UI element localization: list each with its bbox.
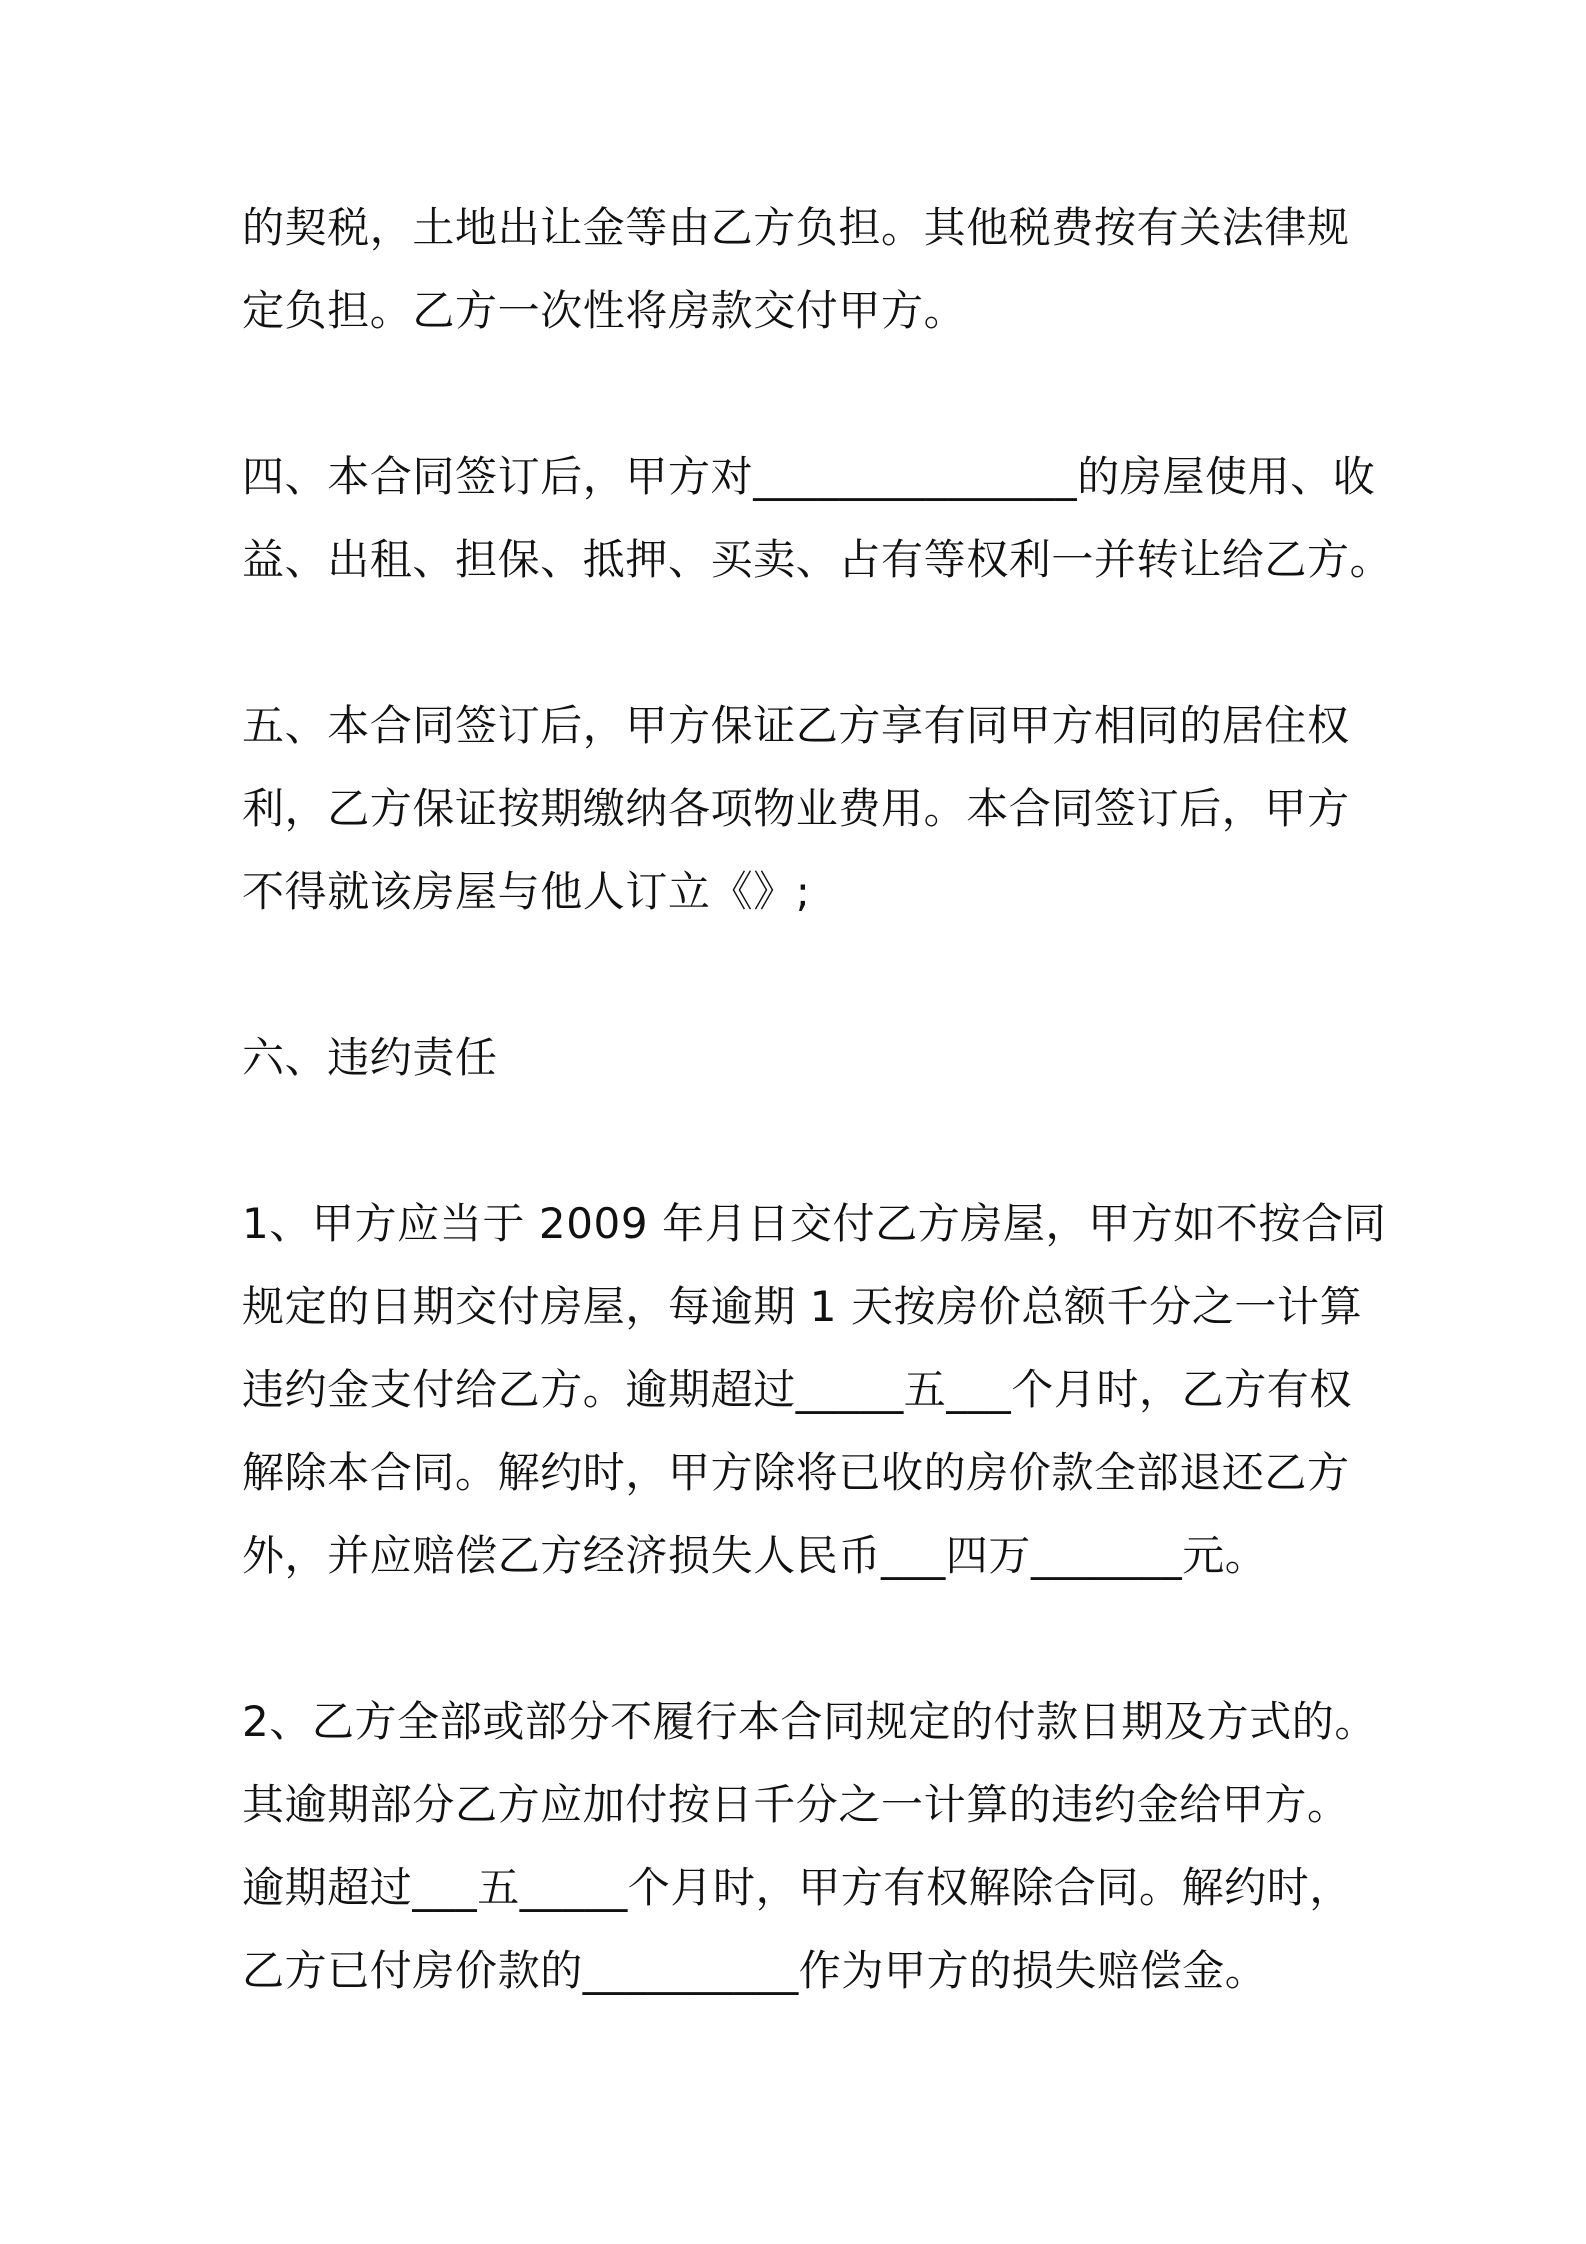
paragraph-clause-5 <box>242 684 1352 933</box>
text-line: 的契税，土地出让金等由乙方负担。其他税费按有关法律规 <box>242 203 1350 252</box>
document-body <box>242 186 1393 2095</box>
text-line: 1、甲方应当于 2009 年月日交付乙方房屋，甲方如不按合同 <box>242 1199 1387 1248</box>
text-line: 其逾期部分乙方应加付按日千分之一计算的违约金给甲方。 <box>242 1780 1350 1829</box>
text-line: 乙方已付房价款的__________作为甲方的损失赔偿金。 <box>242 1946 1268 1995</box>
section-heading-breach-liability <box>242 1016 1352 1099</box>
paragraph-continuation <box>242 186 1352 352</box>
text-line: 不得就该房屋与他人订立《》; <box>242 867 811 916</box>
text-line: 外，并应赔偿乙方经济损失人民币___四万_______元。 <box>242 1531 1268 1580</box>
paragraph-clause-6-item-2 <box>242 1680 1377 2012</box>
text-line: 逾期超过___五_____个月时，甲方有权解除合同。解约时， <box>242 1863 1353 1912</box>
text-line: 违约金支付给乙方。逾期超过_____五___个月时，乙方有权 <box>242 1365 1353 1414</box>
text-line: 规定的日期交付房屋，每逾期 1 天按房价总额千分之一计算 <box>242 1282 1363 1331</box>
text-line: 2、乙方全部或部分不履行本合同规定的付款日期及方式的。 <box>242 1697 1377 1746</box>
text-line: 解除本合同。解约时，甲方除将已收的房价款全部退还乙方 <box>242 1448 1350 1497</box>
text-line: 定负担。乙方一次性将房款交付甲方。 <box>242 286 967 335</box>
heading-line: 六、违约责任 <box>242 1033 498 1082</box>
paragraph-clause-4 <box>242 435 1393 601</box>
text-line: 五、本合同签订后，甲方保证乙方享有同甲方相同的居住权 <box>242 701 1350 750</box>
paragraph-clause-6-item-1 <box>242 1182 1387 1597</box>
text-line: 益、出租、担保、抵押、买卖、占有等权利一并转让给乙方。 <box>242 535 1393 584</box>
text-line: 利，乙方保证按期缴纳各项物业费用。本合同签订后，甲方 <box>242 784 1350 833</box>
text-line: 四、本合同签订后，甲方对_______________的房屋使用、收 <box>242 452 1376 501</box>
